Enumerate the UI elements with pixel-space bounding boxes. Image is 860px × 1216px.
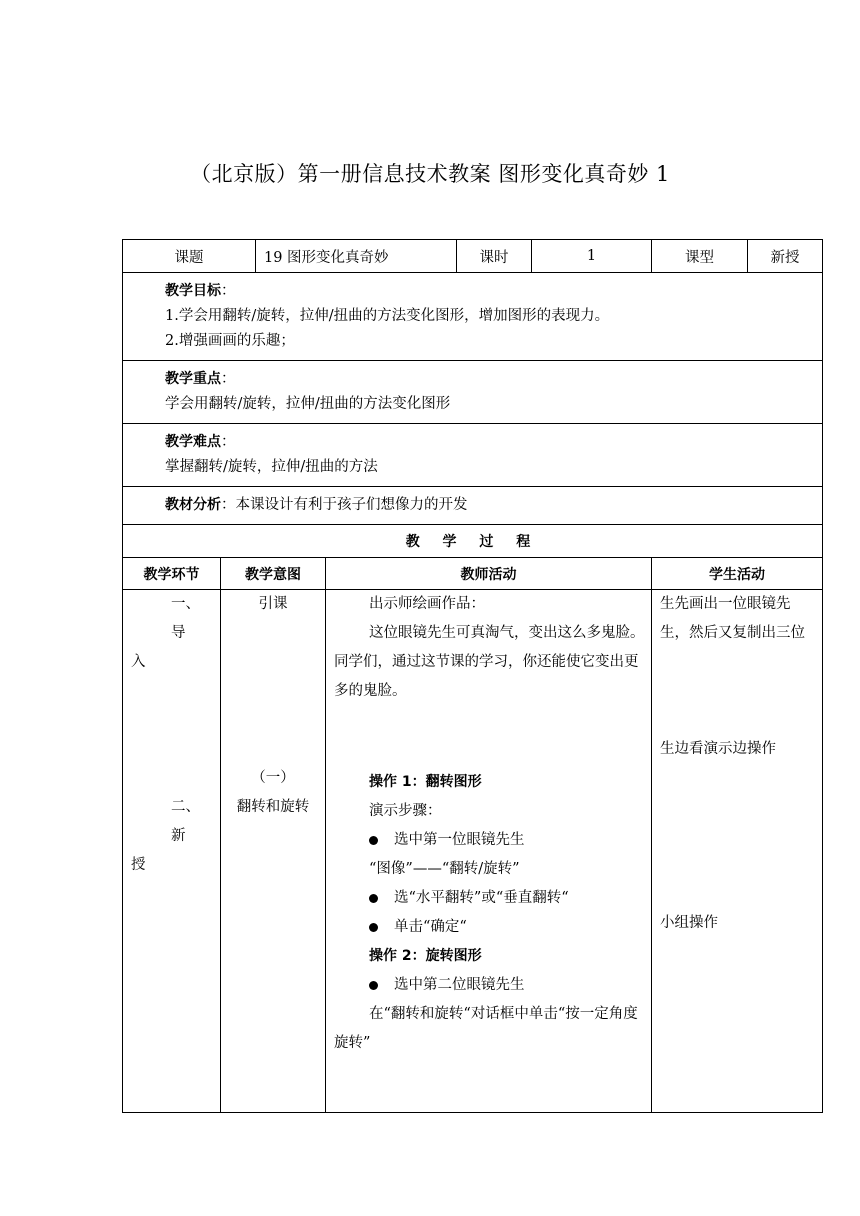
bullet-dot-icon (369, 836, 378, 845)
header-teacher: 教师活动 (326, 558, 652, 590)
analysis-label: 教材分析 (165, 497, 221, 513)
difficulties-label: 教学难点 (165, 434, 221, 450)
op1-bullet-2: 选“水平翻转”或“垂直翻转“ (394, 890, 569, 906)
analysis-text: 本课设计有利于孩子们想像力的开发 (235, 497, 468, 513)
stage2-student-b: 小组操作 (660, 915, 718, 931)
goal-item-1: 1.学会用翻转/旋转，拉伸/扭曲的方法变化图形，增加图形的表现力。 (165, 308, 610, 324)
type-label: 课型 (652, 240, 748, 273)
document-title: （北京版）第一册信息技术教案 图形变化真奇妙 1 (190, 162, 670, 186)
stage1-teacher-1: 出示师绘画作品： (369, 596, 485, 612)
op1-bullet-1: 选中第一位眼镜先生 (394, 832, 525, 848)
header-stage: 教学环节 (123, 558, 221, 590)
difficulties-row: 教学难点： 掌握翻转/旋转，拉伸/扭曲的方法 (123, 424, 823, 487)
key-points-row: 教学重点： 学会用翻转/旋转，拉伸/扭曲的方法变化图形 (123, 361, 823, 424)
hours-value: 1 (532, 240, 652, 273)
stage2-name-a: 二、新 (171, 799, 200, 844)
stage1-student: 生先画出一位眼镜先生，然后又复制出三位 (660, 596, 805, 641)
header-student: 学生活动 (652, 558, 823, 590)
bullet-dot-icon (369, 981, 378, 990)
stage2-student-a: 生边看演示边操作 (660, 741, 776, 757)
subject-value: 19 图形变化真奇妙 (256, 240, 457, 273)
stage1-name-a: 一、导 (171, 596, 200, 641)
analysis-row: 教材分析：本课设计有利于孩子们想像力的开发 (123, 487, 823, 525)
key-points-text: 学会用翻转/旋转，拉伸/扭曲的方法变化图形 (165, 396, 451, 412)
op2-bullet-1: 选中第二位眼镜先生 (394, 977, 525, 993)
op2-title: 操作 2：旋转图形 (369, 948, 482, 964)
op2-text: 在“翻转和旋转“对话框中单击“按一定角度旋转” (334, 1006, 638, 1051)
stage2-intent-a: （一） (251, 770, 295, 786)
stage2-name-b: 授 (131, 857, 146, 873)
op1-bullet-3: 单击“确定“ (394, 919, 467, 935)
hours-label: 课时 (457, 240, 532, 273)
key-points-label: 教学重点 (165, 371, 221, 387)
process-title: 教 学 过 程 (123, 525, 823, 558)
op1-path: “图像”——“翻转/旋转” (369, 861, 520, 877)
info-row (123, 240, 823, 273)
goals-label: 教学目标 (165, 283, 221, 299)
stage1-intent: 引课 (258, 596, 288, 612)
process-header-row (123, 558, 823, 590)
difficulties-text: 掌握翻转/旋转，拉伸/扭曲的方法 (165, 459, 378, 475)
goal-item-2: 2.增强画画的乐趣； (165, 333, 295, 349)
process-body-row (123, 590, 823, 1113)
stage1-name-b: 入 (131, 654, 146, 670)
lesson-plan-table (122, 239, 823, 1113)
type-value: 新授 (748, 240, 823, 273)
bullet-dot-icon (369, 923, 378, 932)
stage2-intent-b: 翻转和旋转 (236, 799, 310, 815)
bullet-dot-icon (369, 894, 378, 903)
process-title-row (123, 525, 823, 558)
goals-row: 教学目标： 1.学会用翻转/旋转，拉伸/扭曲的方法变化图形，增加图形的表现力。 2.增强画画的乐趣； (123, 273, 823, 361)
header-intent: 教学意图 (221, 558, 326, 590)
op1-title: 操作 1：翻转图形 (369, 774, 482, 790)
stage1-teacher-2: 这位眼镜先生可真淘气，变出这么多鬼脸。同学们，通过这节课的学习，你还能使它变出更多的鬼脸。 (334, 625, 645, 699)
op1-steps-label: 演示步骤： (369, 803, 442, 819)
subject-label: 课题 (123, 240, 256, 273)
